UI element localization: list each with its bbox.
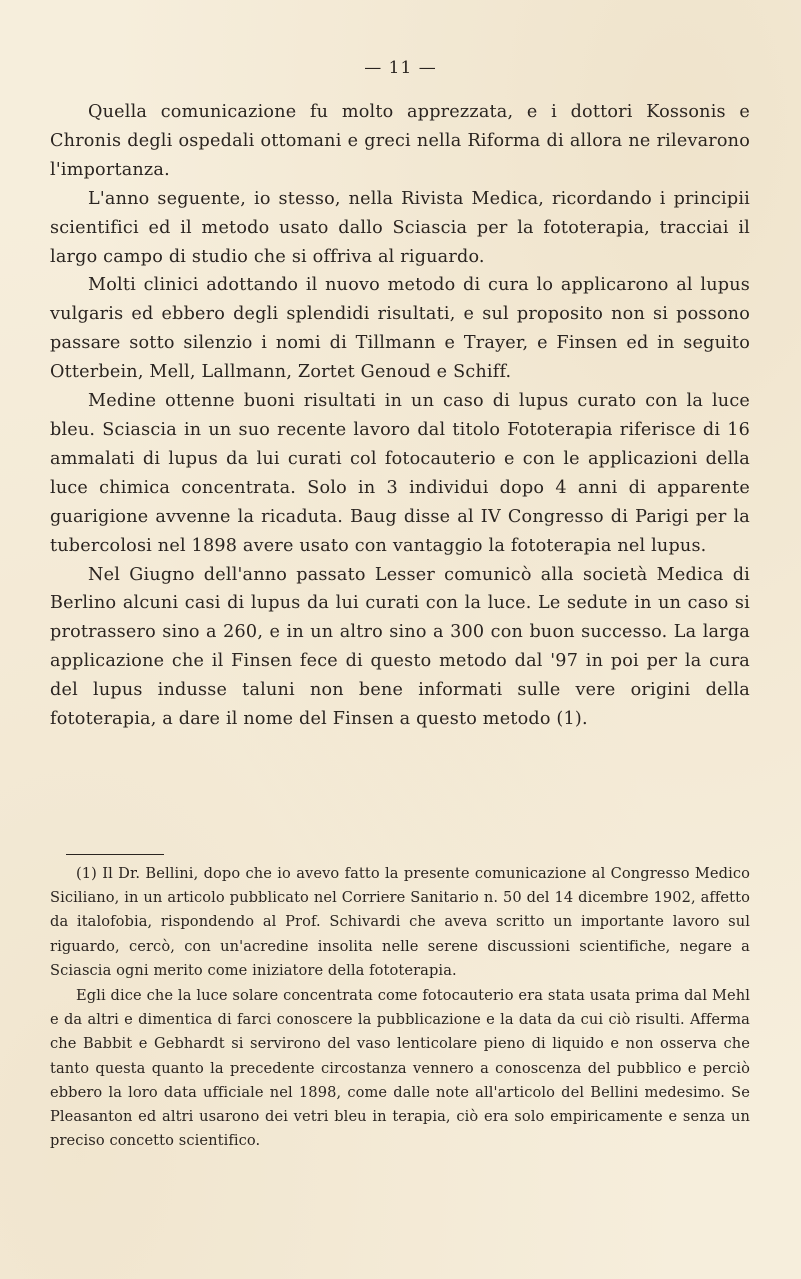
paragraph-2: L'anno seguente, io stesso, nella Rivista Medica, ricordando i principii scientifici ed il metodo usato dallo Sciascia per la fototerapia, tracciai il largo campo di studio che si offriva al riguardo.	[50, 188, 750, 267]
footnote-divider	[66, 854, 164, 855]
footnote-1: (1) Il Dr. Bellini, dopo che io avevo fatto la presente comunicazione al Congresso Medico Siciliano, in un articolo pubblicato nel Corriere Sanitario n. 50 del 14 dicembre 1902, affetto da italofobia, rispondendo al Prof. Schivardi che aveva scritto un importante lavoro sul riguardo, cercò, con un'acredine insolita nelle serene discussioni scientifiche, negare a Sciascia ogni merito come iniziatore della fototerapia.	[50, 865, 750, 979]
footnote-1-continued: Egli dice che la luce solare concentrata come fotocauterio era stata usata prima dal Mehl e da altri e dimentica di farci conoscere la pubblicazione e la data da cui ciò risulti. Afferma che Babbit e Gebhardt si servirono del vaso lenticolare pieno di liquido e non osserva che tanto questa quanto la precedente circostanza vennero a conoscenza del pubblico e perciò ebbero la loro data ufficiale nel 1898, come dalle note all'articolo del Bellini medesimo. Se Pleasanton ed altri usarono dei vetri bleu in terapia, ciò era solo empiricamente e senza un preciso concetto scientifico.	[50, 987, 750, 1150]
paragraph-5: Nel Giugno dell'anno passato Lesser comunicò alla società Medica di Berlino alcuni casi di lupus da lui curati con la luce. Le sedute in un caso si protrassero sino a 260, e in un altro sino a 300 con buon successo. La larga applicazione che il Finsen fece di questo metodo dal '97 in poi per la cura del lupus indusse taluni non bene informati sulle vere origini della fototerapia, a dare il nome del Finsen a questo metodo (1).	[50, 564, 750, 730]
paragraph-1: Quella comunicazione fu molto apprezzata, e i dottori Kossonis e Chronis degli ospedali ottomani e greci nella Riforma di allora ne rilevarono l'importanza.	[50, 102, 750, 180]
page-number: — 11 —	[364, 58, 437, 78]
main-text	[50, 98, 750, 734]
footnotes	[50, 862, 750, 1153]
paragraph-4: Medine ottenne buoni risultati in un caso di lupus curato con la luce bleu. Sciascia in un suo recente lavoro dal titolo Fototerapia riferisce di 16 ammalati di lupus da lui curati col fotocauterio e con le applicazioni della luce chimica concentrata. Solo in 3 individui dopo 4 anni di apparente guarigione avvenne la ricaduta. Baug disse al IV Congresso di Parigi per la tubercolosi nel 1898 avere usato con vantaggio la fototerapia nel lupus.	[50, 391, 750, 556]
paragraph-3: Molti clinici adottando il nuovo metodo di cura lo applicarono al lupus vulgaris ed ebbero degli splendidi risultati, e sul proposito non si possono passare sotto silenzio i nomi di Tillmann e Trayer, e Finsen ed in seguito Otterbein, Mell, Lallmann, Zortet Genoud e Schiff.	[50, 275, 750, 383]
